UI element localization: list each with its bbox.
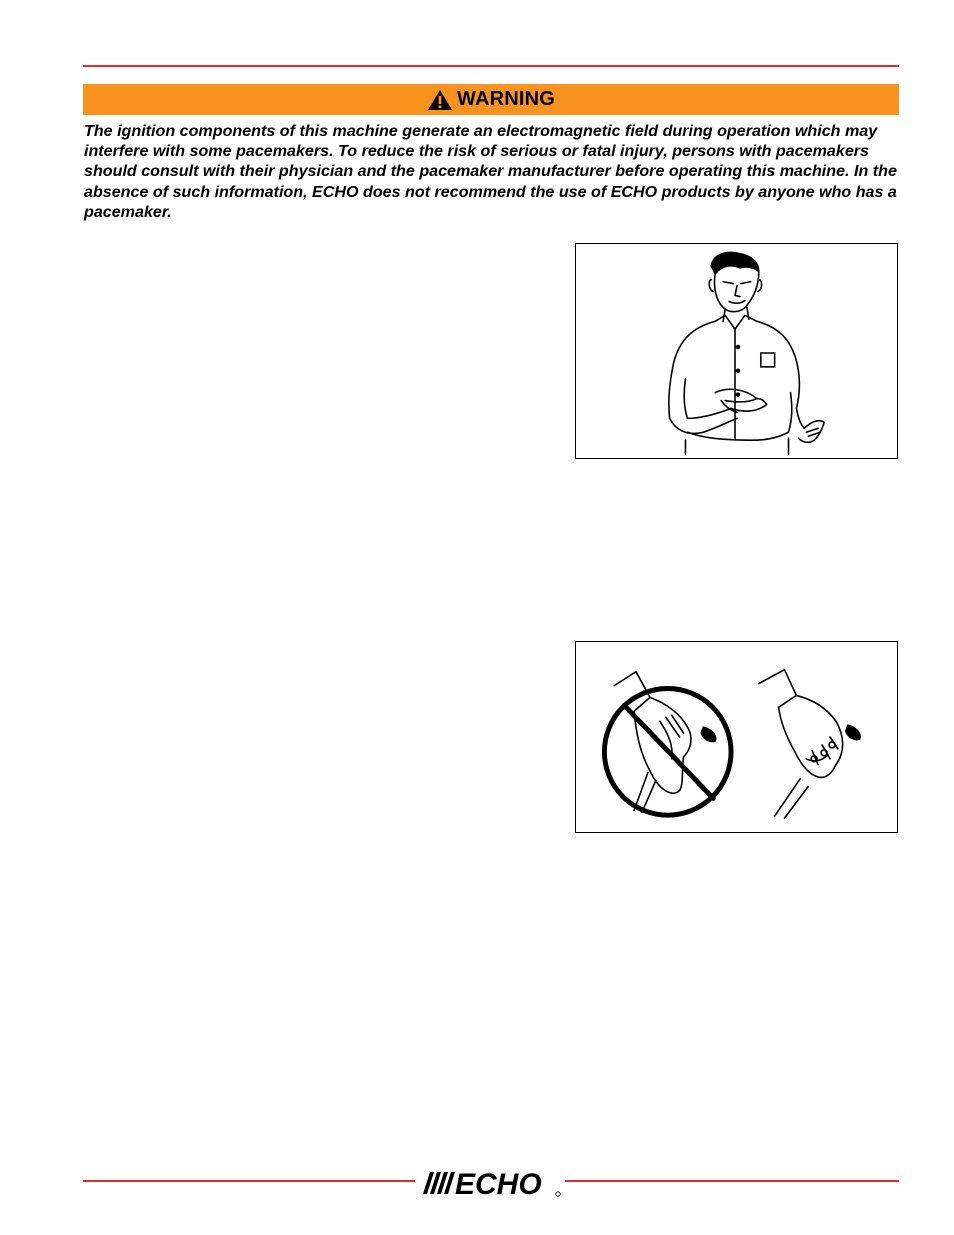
echo-logo [418, 1166, 564, 1200]
figure-grip [575, 641, 898, 833]
top-rule [83, 65, 899, 67]
logo-text: ECHO [455, 1168, 542, 1200]
correct-and-incorrect-grip-illustration [576, 642, 897, 832]
echo-logo-mark [418, 1166, 564, 1200]
bottom-rule-right [565, 1180, 899, 1182]
warning-triangle-icon [427, 89, 453, 111]
man-rubbing-hands-illustration [576, 244, 897, 458]
figure-man-hands [575, 243, 898, 459]
warning-banner [83, 84, 899, 115]
warning-title: WARNING [456, 88, 556, 110]
bottom-rule-left [83, 1180, 415, 1182]
warning-text: The ignition components of this machine generate an electromagnetic field during operation which may interfere with some pacemakers. To reduce the risk of serious or fatal injury, persons with pacemakers should consult with their physician and the pacemaker manufacturer before operating this machine. In the absence of such information, ECHO does not recommend the use of ECHO products by anyone who has a pacemaker. [84, 122, 897, 221]
